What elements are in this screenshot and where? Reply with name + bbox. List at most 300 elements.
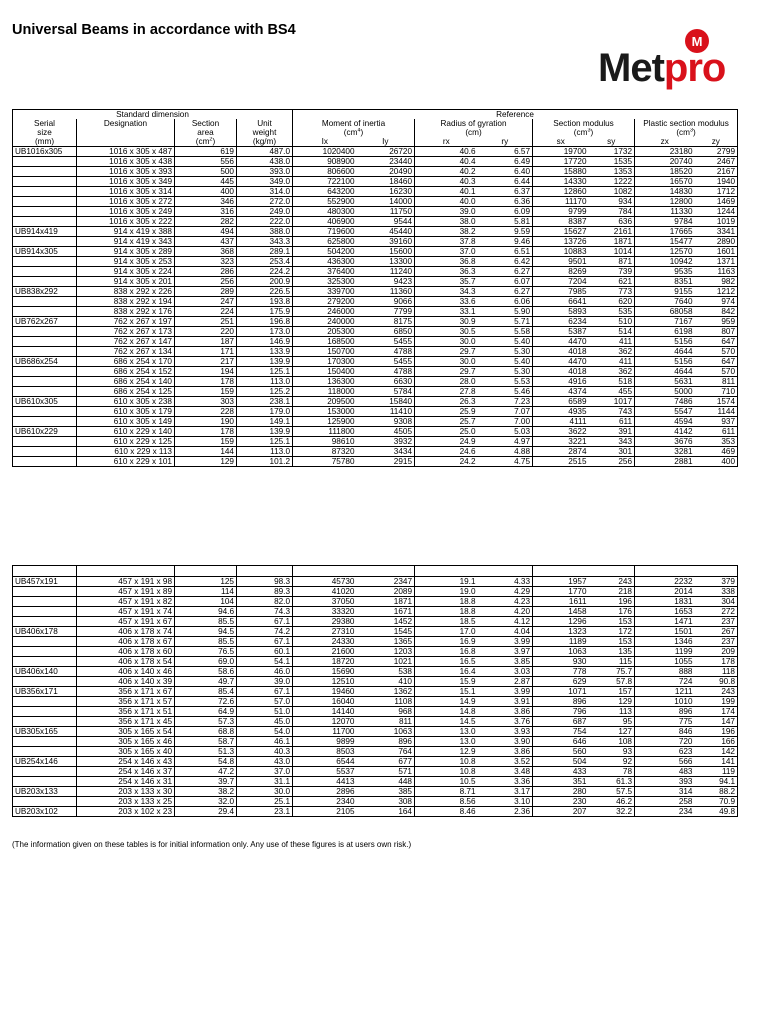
cell-ry: 6.42 [478, 257, 533, 267]
cell-zy: 272 [695, 607, 738, 617]
cell-rx: 36.8 [415, 257, 478, 267]
cell-ry: 4.20 [478, 607, 533, 617]
cell-sx: 930 [533, 657, 589, 667]
cell-zx: 5156 [635, 337, 695, 347]
cell-sx: 4935 [533, 407, 589, 417]
table-row [13, 237, 738, 247]
cell-area: 72.6 [175, 697, 237, 707]
cell-zx: 12570 [635, 247, 695, 257]
cell-ry: 4.12 [478, 617, 533, 627]
cell-zy: 237 [695, 617, 738, 627]
cell-zx: 775 [635, 717, 695, 727]
header-zy: zy [711, 137, 720, 146]
cell-sx: 14330 [533, 177, 589, 187]
cell-serial [13, 617, 77, 627]
cell-weight: 149.1 [237, 417, 293, 427]
cell-zx: 5547 [635, 407, 695, 417]
cell-ry: 6.49 [478, 157, 533, 167]
cell-ix: 2105 [293, 807, 357, 817]
cell-rx: 10.8 [415, 767, 478, 777]
cell-sx: 754 [533, 727, 589, 737]
cell-ry: 6.44 [478, 177, 533, 187]
cell-iy: 11410 [357, 407, 415, 417]
cell-ry: 5.40 [478, 357, 533, 367]
cell-sy: 301 [589, 447, 635, 457]
cell-weight: 196.8 [237, 317, 293, 327]
cell-area: 85.5 [175, 617, 237, 627]
cell-serial [13, 707, 77, 717]
cell-rx: 16.5 [415, 657, 478, 667]
cell-serial [13, 157, 77, 167]
table-row [13, 577, 738, 587]
cell-sx: 1063 [533, 647, 589, 657]
cell-zy: 142 [695, 747, 738, 757]
cell-rx: 30.9 [415, 317, 478, 327]
cell-sy: 243 [589, 577, 635, 587]
cell-sy: 1732 [589, 147, 635, 157]
cell-area: 346 [175, 197, 237, 207]
cell-weight: 125.1 [237, 437, 293, 447]
cell-zy: 90.8 [695, 677, 738, 687]
cell-sx: 7985 [533, 287, 589, 297]
cell-serial [13, 607, 77, 617]
cell-zx: 3676 [635, 437, 695, 447]
cell-weight: 200.9 [237, 277, 293, 287]
cell-iy: 1063 [357, 727, 415, 737]
cell-ix: 625800 [293, 237, 357, 247]
cell-serial [13, 207, 77, 217]
cell-ix: 11700 [293, 727, 357, 737]
cell-weight: 125.2 [237, 387, 293, 397]
cell-zx: 4644 [635, 347, 695, 357]
cell-ry: 5.53 [478, 377, 533, 387]
cell-rx: 24.9 [415, 437, 478, 447]
cell-zy: 196 [695, 727, 738, 737]
table-row [13, 347, 738, 357]
cell-ry: 3.86 [478, 747, 533, 757]
cell-zx: 11330 [635, 207, 695, 217]
cell-sy: 784 [589, 207, 635, 217]
cell-iy: 3434 [357, 447, 415, 457]
table-blank-row [13, 566, 738, 577]
header-reference: Reference [496, 110, 534, 119]
cell-serial [13, 587, 77, 597]
cell-serial [13, 177, 77, 187]
cell-serial [13, 217, 77, 227]
cell-ry: 4.33 [478, 577, 533, 587]
cell-ry: 6.51 [478, 247, 533, 257]
cell-area: 58.7 [175, 737, 237, 747]
cell-sy: 362 [589, 367, 635, 377]
cell-sy: 78 [589, 767, 635, 777]
cell-sx: 2515 [533, 457, 589, 467]
cell-designation: 762 x 267 x 134 [77, 347, 175, 357]
cell-zy: 119 [695, 767, 738, 777]
cell-ix: 246000 [293, 307, 357, 317]
cell-area: 114 [175, 587, 237, 597]
cell-weight: 67.1 [237, 617, 293, 627]
cell-ix: 14140 [293, 707, 357, 717]
header-area-unit: $(cm^2)$ [175, 137, 237, 147]
table-row [13, 147, 738, 157]
cell-serial [13, 717, 77, 727]
cell-sy: 934 [589, 197, 635, 207]
cell-iy: 11240 [357, 267, 415, 277]
cell-area: 194 [175, 367, 237, 377]
cell-area: 68.8 [175, 727, 237, 737]
cell-sx: 6234 [533, 317, 589, 327]
table-row [13, 457, 738, 467]
cell-sy: 61.3 [589, 777, 635, 787]
cell-sy: 1222 [589, 177, 635, 187]
cell-serial [13, 797, 77, 807]
cell-sy: 343 [589, 437, 635, 447]
cell-ix: 2896 [293, 787, 357, 797]
cell-ix: 111800 [293, 427, 357, 437]
cell-serial [13, 597, 77, 607]
cell-zy: 209 [695, 647, 738, 657]
cell-sy: 611 [589, 417, 635, 427]
cell-sx: 7204 [533, 277, 589, 287]
cell-sy: 518 [589, 377, 635, 387]
cell-ix: 9899 [293, 737, 357, 747]
cell-zx: 9155 [635, 287, 695, 297]
cell-zx: 20740 [635, 157, 695, 167]
cell-iy: 571 [357, 767, 415, 777]
cell-sy: 535 [589, 307, 635, 317]
cell-zx: 1653 [635, 607, 695, 617]
cell-iy: 896 [357, 737, 415, 747]
cell-zy: 1163 [695, 267, 738, 277]
cell-designation: 457 x 191 x 74 [77, 607, 175, 617]
cell-iy: 11750 [357, 207, 415, 217]
cell-sy: 391 [589, 427, 635, 437]
cell-ry: 3.36 [478, 777, 533, 787]
cell-sy: 773 [589, 287, 635, 297]
table-row [13, 317, 738, 327]
cell-iy: 14000 [357, 197, 415, 207]
cell-serial [13, 387, 77, 397]
cell-designation: 686 x 254 x 125 [77, 387, 175, 397]
cell-designation: 254 x 146 x 43 [77, 757, 175, 767]
header-row-symbols [13, 137, 738, 147]
page-title: Universal Beams in accordance with BS4 [12, 22, 296, 38]
cell-rx: 33.6 [415, 297, 478, 307]
cell-serial: UB254x146 [13, 757, 77, 767]
table-row [13, 407, 738, 417]
cell-sy: 108 [589, 737, 635, 747]
cell-serial [13, 657, 77, 667]
cell-rx: 29.7 [415, 367, 478, 377]
cell-iy: 1671 [357, 607, 415, 617]
cell-iy: 1545 [357, 627, 415, 637]
cell-area: 190 [175, 417, 237, 427]
cell-zy: 2799 [695, 147, 738, 157]
cell-sx: 646 [533, 737, 589, 747]
cell-area: 323 [175, 257, 237, 267]
cell-zx: 6198 [635, 327, 695, 337]
cell-ix: 29380 [293, 617, 357, 627]
cell-weight: 343.3 [237, 237, 293, 247]
table-row [13, 767, 738, 777]
cell-area: 104 [175, 597, 237, 607]
cell-sx: 4018 [533, 367, 589, 377]
cell-zy: 178 [695, 657, 738, 667]
cell-ry: 3.03 [478, 667, 533, 677]
table-row [13, 257, 738, 267]
cell-designation: 457 x 191 x 89 [77, 587, 175, 597]
metpro-logo-text [598, 46, 725, 90]
cell-ix: 643200 [293, 187, 357, 197]
cell-area: 69.0 [175, 657, 237, 667]
cell-area: 94.5 [175, 627, 237, 637]
header-blank [77, 128, 175, 137]
cell-zy: 710 [695, 387, 738, 397]
beam-table-small-body [13, 566, 738, 817]
table-row [13, 677, 738, 687]
cell-ix: 153000 [293, 407, 357, 417]
cell-area: 224 [175, 307, 237, 317]
cell-ix: 168500 [293, 337, 357, 347]
cell-sx: 1770 [533, 587, 589, 597]
table-row [13, 657, 738, 667]
cell-zx: 5156 [635, 357, 695, 367]
cell-sy: 95 [589, 717, 635, 727]
cell-zx: 16570 [635, 177, 695, 187]
cell-rx: 8.56 [415, 797, 478, 807]
cell-iy: 385 [357, 787, 415, 797]
cell-sy: 113 [589, 707, 635, 717]
cell-iy: 15600 [357, 247, 415, 257]
cell-sx: 1611 [533, 597, 589, 607]
cell-serial [13, 697, 77, 707]
cell-rx: 29.7 [415, 347, 478, 357]
cell-iy: 39160 [357, 237, 415, 247]
table-row [13, 737, 738, 747]
cell-area: 256 [175, 277, 237, 287]
cell-ix: 325300 [293, 277, 357, 287]
cell-iy: 1365 [357, 637, 415, 647]
cell-zx: 1010 [635, 697, 695, 707]
header-radius-unit: (cm) [415, 128, 533, 137]
cell-serial: UB838x292 [13, 287, 77, 297]
cell-serial: UB203x102 [13, 807, 77, 817]
cell-sy: 135 [589, 647, 635, 657]
table-row [13, 667, 738, 677]
cell-area: 64.9 [175, 707, 237, 717]
cell-ix: 480300 [293, 207, 357, 217]
cell-weight: 175.9 [237, 307, 293, 317]
cell-ix: 21600 [293, 647, 357, 657]
cell-serial [13, 777, 77, 787]
cell-sy: 129 [589, 697, 635, 707]
cell-ry: 3.48 [478, 767, 533, 777]
cell-zx: 234 [635, 807, 695, 817]
cell-weight: 487.0 [237, 147, 293, 157]
cell-iy: 5455 [357, 337, 415, 347]
header-radius-of-gyration: Radius of gyration [415, 119, 533, 128]
cell-iy: 4788 [357, 347, 415, 357]
cell-weight: 89.3 [237, 587, 293, 597]
cell-iy: 11360 [357, 287, 415, 297]
cell-iy: 2915 [357, 457, 415, 467]
cell-iy: 45440 [357, 227, 415, 237]
table-row [13, 217, 738, 227]
cell-rx: 10.5 [415, 777, 478, 787]
cell-designation: 356 x 171 x 57 [77, 697, 175, 707]
table-row [13, 617, 738, 627]
cell-ry: 4.97 [478, 437, 533, 447]
cell-designation: 762 x 267 x 147 [77, 337, 175, 347]
cell-area: 445 [175, 177, 237, 187]
cell-ry: 3.93 [478, 727, 533, 737]
cell-sx: 629 [533, 677, 589, 687]
cell-rx: 25.0 [415, 427, 478, 437]
cell-area: 85.4 [175, 687, 237, 697]
cell-weight: 43.0 [237, 757, 293, 767]
cell-serial: UB610x305 [13, 397, 77, 407]
cell-ix: 75780 [293, 457, 357, 467]
cell-ry: 3.90 [478, 737, 533, 747]
cell-area: 437 [175, 237, 237, 247]
cell-serial [13, 407, 77, 417]
cell-sx: 2874 [533, 447, 589, 457]
cell-sx: 687 [533, 717, 589, 727]
cell-rx: 14.9 [415, 697, 478, 707]
table-row [13, 637, 738, 647]
cell-serial [13, 417, 77, 427]
cell-ix: 279200 [293, 297, 357, 307]
cell-designation: 762 x 267 x 173 [77, 327, 175, 337]
cell-weight: 388.0 [237, 227, 293, 237]
cell-sx: 4018 [533, 347, 589, 357]
cell-iy: 1021 [357, 657, 415, 667]
table-row [13, 327, 738, 337]
cell-serial [13, 737, 77, 747]
table-row [13, 427, 738, 437]
cell-rx: 13.0 [415, 737, 478, 747]
header-sx: sx [556, 137, 565, 146]
cell-designation: 406 x 178 x 54 [77, 657, 175, 667]
cell-serial [13, 277, 77, 287]
header-ry: ry [478, 137, 533, 147]
cell-iy: 13300 [357, 257, 415, 267]
cell-zy: 959 [695, 317, 738, 327]
cell-weight: 238.1 [237, 397, 293, 407]
cell-ry: 5.90 [478, 307, 533, 317]
cell-serial [13, 747, 77, 757]
cell-rx: 8.71 [415, 787, 478, 797]
cell-ry: 9.59 [478, 227, 533, 237]
cell-zy: 807 [695, 327, 738, 337]
cell-rx: 15.9 [415, 677, 478, 687]
cell-ix: 18720 [293, 657, 357, 667]
cell-area: 85.5 [175, 637, 237, 647]
cell-rx: 24.6 [415, 447, 478, 457]
cell-iy: 1452 [357, 617, 415, 627]
cell-rx: 34.3 [415, 287, 478, 297]
cell-zx: 4644 [635, 367, 695, 377]
cell-zx: 1199 [635, 647, 695, 657]
cell-weight: 30.0 [237, 787, 293, 797]
cell-zx: 4594 [635, 417, 695, 427]
cell-ix: 2340 [293, 797, 357, 807]
cell-serial [13, 637, 77, 647]
cell-ix: 16040 [293, 697, 357, 707]
cell-designation: 305 x 165 x 54 [77, 727, 175, 737]
cell-weight: 74.2 [237, 627, 293, 637]
cell-rx: 25.7 [415, 417, 478, 427]
cell-sx: 10883 [533, 247, 589, 257]
cell-rx: 39.0 [415, 207, 478, 217]
cell-weight: 82.0 [237, 597, 293, 607]
table-row [13, 647, 738, 657]
cell-designation: 914 x 305 x 289 [77, 247, 175, 257]
cell-zx: 9535 [635, 267, 695, 277]
cell-designation: 838 x 292 x 176 [77, 307, 175, 317]
cell-iy: 164 [357, 807, 415, 817]
cell-sy: 32.2 [589, 807, 635, 817]
cell-designation: 457 x 191 x 67 [77, 617, 175, 627]
cell-ry: 3.99 [478, 637, 533, 647]
cell-ry: 5.03 [478, 427, 533, 437]
cell-designation: 406 x 178 x 60 [77, 647, 175, 657]
cell-zy: 1712 [695, 187, 738, 197]
cell-sy: 739 [589, 267, 635, 277]
table-row [13, 397, 738, 407]
cell-ry: 7.07 [478, 407, 533, 417]
cell-iy: 811 [357, 717, 415, 727]
cell-sy: 411 [589, 357, 635, 367]
cell-rx: 38.2 [415, 227, 478, 237]
cell-rx: 36.3 [415, 267, 478, 277]
cell-sx: 4470 [533, 337, 589, 347]
table-row [13, 207, 738, 217]
cell-sy: 455 [589, 387, 635, 397]
cell-weight: 31.1 [237, 777, 293, 787]
cell-serial [13, 457, 77, 467]
cell-sx: 4916 [533, 377, 589, 387]
cell-designation: 686 x 254 x 152 [77, 367, 175, 377]
cell-area: 494 [175, 227, 237, 237]
cell-weight: 101.2 [237, 457, 293, 467]
table-row [13, 777, 738, 787]
table-row [13, 277, 738, 287]
cell-serial [13, 677, 77, 687]
cell-ix: 45730 [293, 577, 357, 587]
cell-designation: 406 x 140 x 46 [77, 667, 175, 677]
table-row [13, 417, 738, 427]
cell-zy: 237 [695, 637, 738, 647]
cell-zy: 267 [695, 627, 738, 637]
cell-zx: 724 [635, 677, 695, 687]
cell-designation: 610 x 305 x 149 [77, 417, 175, 427]
cell-sx: 796 [533, 707, 589, 717]
cell-zx: 314 [635, 787, 695, 797]
table-row [13, 787, 738, 797]
cell-weight: 193.8 [237, 297, 293, 307]
cell-zx: 2014 [635, 587, 695, 597]
cell-area: 47.2 [175, 767, 237, 777]
cell-rx: 33.1 [415, 307, 478, 317]
table-row [13, 747, 738, 757]
cell-serial [13, 307, 77, 317]
cell-designation: 457 x 191 x 82 [77, 597, 175, 607]
cell-sx: 6641 [533, 297, 589, 307]
table-row [13, 697, 738, 707]
cell-zy: 1371 [695, 257, 738, 267]
cell-zy: 353 [695, 437, 738, 447]
